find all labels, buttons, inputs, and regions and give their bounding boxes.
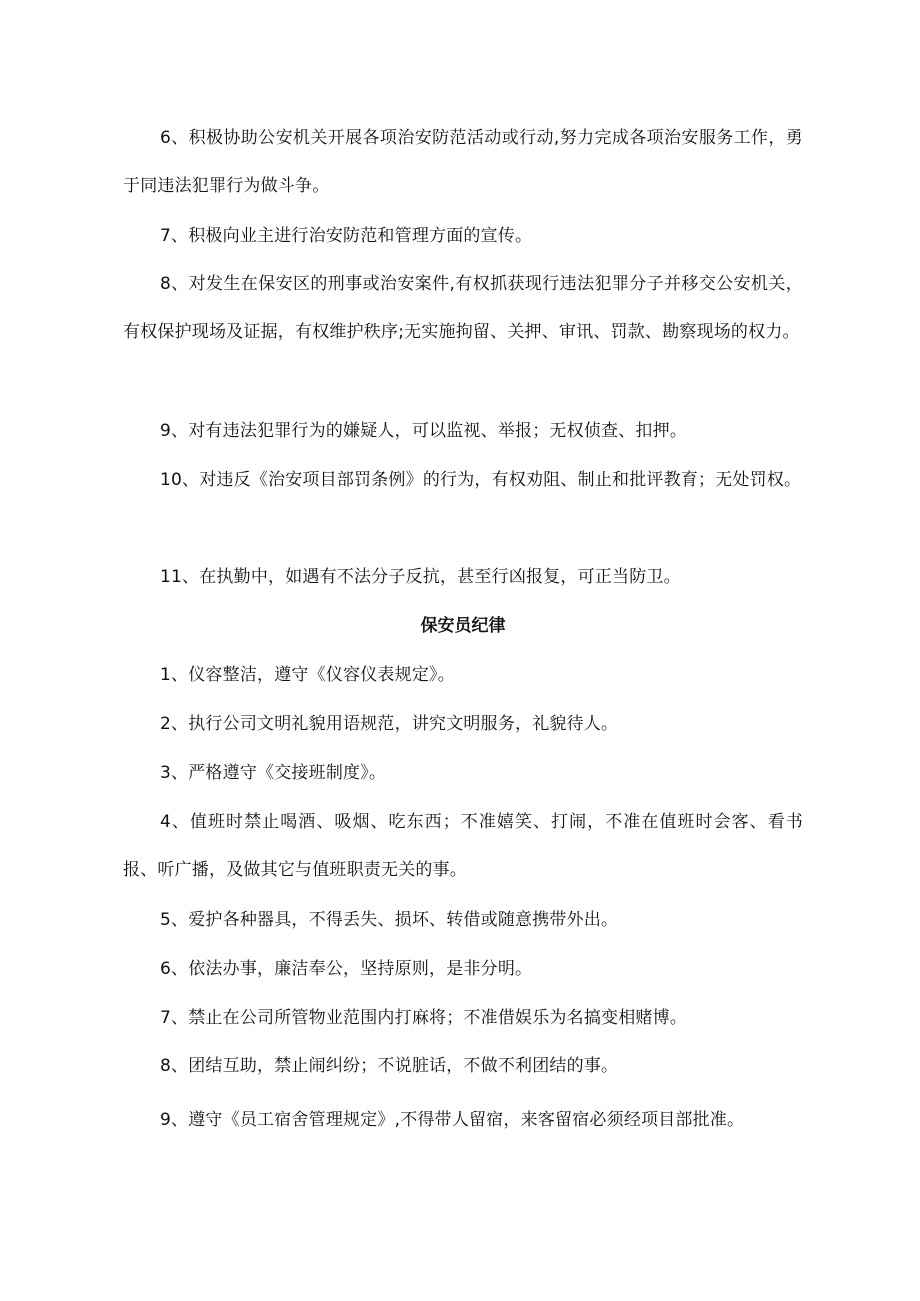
discipline-item-5: 5、爱护各种器具，不得丢失、损坏、转借或随意携带外出。 — [160, 910, 619, 930]
discipline-item-1: 1、仪容整洁，遵守《仪容仪表规定》。 — [160, 665, 455, 685]
discipline-section-title: 保安员纪律 — [420, 616, 506, 636]
discipline-item-6: 6、依法办事，廉洁奉公，坚持原则，是非分明。 — [160, 959, 533, 979]
rights-item-10: 10、对违反《治安项目部罚条例》的行为，有权劝阻、制止和批评教育；无处罚权。 — [160, 470, 802, 490]
rights-item-7: 7、积极向业主进行治安防范和管理方面的宣传。 — [160, 226, 533, 246]
discipline-item-7: 7、禁止在公司所管物业范围内打麻将；不准借娱乐为名搞变相赌博。 — [160, 1008, 688, 1028]
rights-item-11: 11、在执勤中，如遇有不法分子反抗，甚至行凶报复，可正当防卫。 — [160, 567, 681, 587]
discipline-item-3: 3、严格遵守《交接班制度》。 — [160, 763, 387, 783]
rights-item-9: 9、对有违法犯罪行为的嫌疑人，可以监视、举报；无权侦查、扣押。 — [160, 421, 688, 441]
discipline-item-8: 8、团结互助，禁止闹纠纷；不说脏话，不做不利团结的事。 — [160, 1056, 619, 1076]
discipline-item-9: 9、遵守《员工宿舍管理规定》,不得带人留宿，来客留宿必须经项目部批准。 — [160, 1110, 745, 1130]
rights-item-8: 8、对发生在保安区的刑事或治安案件,有权抓获现行违法犯罪分子并移交公安机关，有权保护现场及证据，有权维护秩序;无实施拘留、关押、审讯、罚款、勘察现场的权力。 — [123, 274, 803, 342]
discipline-item-4: 4、值班时禁止喝酒、吸烟、吃东西；不准嬉笑、打闹，不准在值班时会客、看书报、听广播，及做其它与值班职责无关的事。 — [123, 812, 803, 880]
discipline-item-2: 2、执行公司文明礼貌用语规范，讲究文明服务，礼貌待人。 — [160, 714, 619, 734]
rights-item-6: 6、积极协助公安机关开展各项治安防范活动或行动,努力完成各项治安服务工作，勇于同违法犯罪行为做斗争。 — [123, 128, 803, 196]
